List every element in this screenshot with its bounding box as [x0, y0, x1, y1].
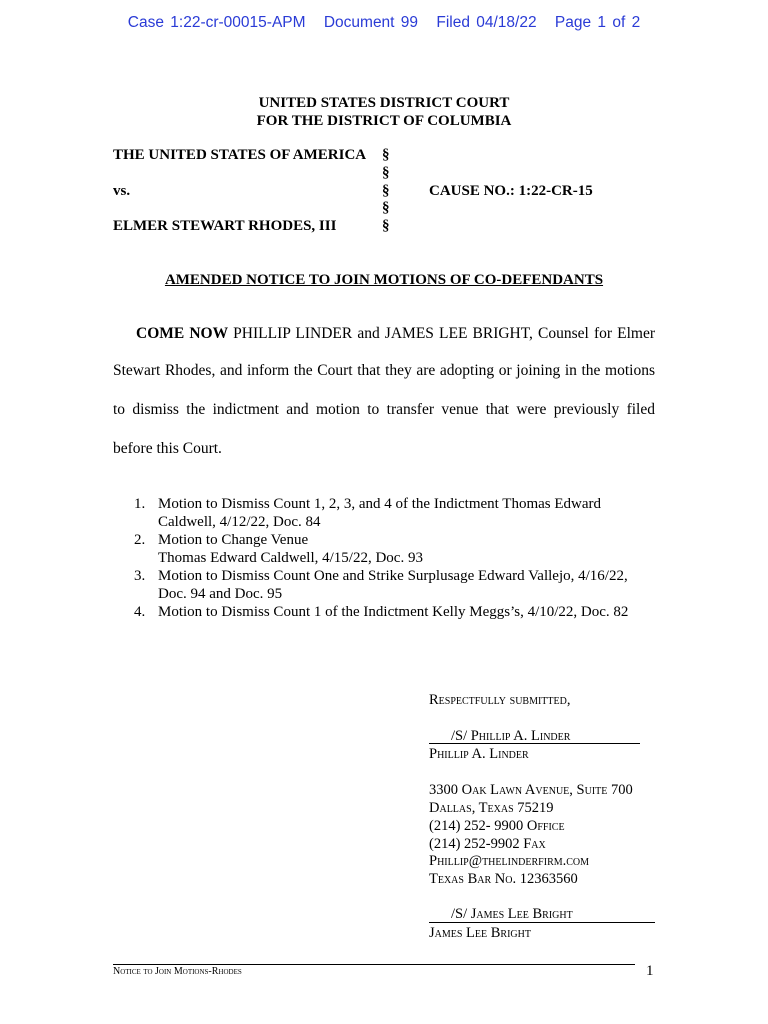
motion-text-cont: Caldwell, 4/12/22, Doc. 84 — [158, 514, 321, 530]
address-line: 3300 Oak Lawn Avenue, Suite 700 — [429, 782, 633, 798]
footer-title: Notice to Join Motions-Rhodes — [113, 966, 242, 977]
signer-name-1: Phillip A. Linder — [429, 746, 529, 762]
filing-header — [0, 14, 768, 32]
motion-text-cont: Thomas Edward Caldwell, 4/15/22, Doc. 93 — [158, 550, 423, 566]
motions-list — [134, 495, 654, 621]
list-item — [134, 495, 654, 531]
document-title: AMENDED NOTICE TO JOIN MOTIONS OF CO-DEFENDANTS — [164, 272, 604, 288]
list-number: 2. — [134, 532, 146, 548]
court-name: UNITED STATES DISTRICT COURT — [258, 95, 510, 111]
section-symbol: § — [382, 218, 390, 234]
signature-1: /S/ Phillip A. Linder — [451, 728, 571, 744]
section-symbol: § — [382, 165, 390, 181]
body-line-2: Stewart Rhodes, and inform the Court that they are adopting or joining in the motions — [113, 362, 655, 379]
section-symbol: § — [382, 183, 390, 199]
list-number: 4. — [134, 604, 146, 620]
defendant-name: ELMER STEWART RHODES, III — [113, 218, 337, 234]
section-symbol: § — [382, 200, 390, 216]
city-line: Dallas, Texas 75219 — [429, 800, 554, 816]
bar-number: Texas Bar No. 12363560 — [429, 871, 578, 887]
signature-line — [429, 743, 640, 744]
footer-rule — [113, 964, 635, 965]
case-number: Case 1:22-cr-00015-APM — [127, 14, 306, 31]
signature-line — [429, 922, 655, 923]
body-line-1-rest: PHILLIP LINDER and JAMES LEE BRIGHT, Counsel for Elmer — [228, 325, 655, 342]
body-line-4: before this Court. — [113, 440, 222, 457]
signature-2: /S/ James Lee Bright — [451, 906, 573, 922]
list-number: 1. — [134, 496, 146, 512]
email-address: Phillip@thelinderfirm.com — [429, 853, 590, 869]
signer-name-2: James Lee Bright — [429, 925, 531, 941]
filed-date: Filed 04/18/22 — [436, 14, 537, 31]
motion-text: Motion to Dismiss Count One and Strike Surplusage Edward Vallejo, 4/16/22, — [158, 568, 628, 584]
section-symbol: § — [382, 147, 390, 163]
motion-text: Motion to Dismiss Count 1, 2, 3, and 4 of the Indictment Thomas Edward — [158, 496, 602, 512]
page-number: 1 — [646, 963, 654, 979]
list-item — [134, 567, 654, 603]
list-item — [134, 531, 654, 567]
motion-text-cont: Doc. 94 and Doc. 95 — [158, 586, 283, 602]
body-lead: COME NOW — [136, 325, 229, 342]
document-number: Document 99 — [323, 14, 419, 31]
versus-label: vs. — [113, 183, 131, 199]
court-district: FOR THE DISTRICT OF COLUMBIA — [256, 113, 512, 129]
list-item — [134, 603, 654, 621]
office-phone: (214) 252- 9900 Office — [429, 818, 565, 834]
motion-text: Motion to Change Venue — [158, 532, 309, 548]
fax-number: (214) 252-9902 Fax — [429, 836, 546, 852]
closing: Respectfully submitted, — [429, 692, 571, 708]
body-line-1 — [136, 325, 655, 343]
plaintiff-name: THE UNITED STATES OF AMERICA — [113, 147, 367, 163]
page-indicator: Page 1 of 2 — [554, 14, 641, 31]
list-number: 3. — [134, 568, 146, 584]
cause-number: CAUSE NO.: 1:22-CR-15 — [429, 183, 593, 199]
motion-text: Motion to Dismiss Count 1 of the Indictment Kelly Meggs’s, 4/10/22, Doc. 82 — [158, 604, 629, 620]
body-line-3: to dismiss the indictment and motion to transfer venue that were previously filed — [113, 401, 655, 418]
